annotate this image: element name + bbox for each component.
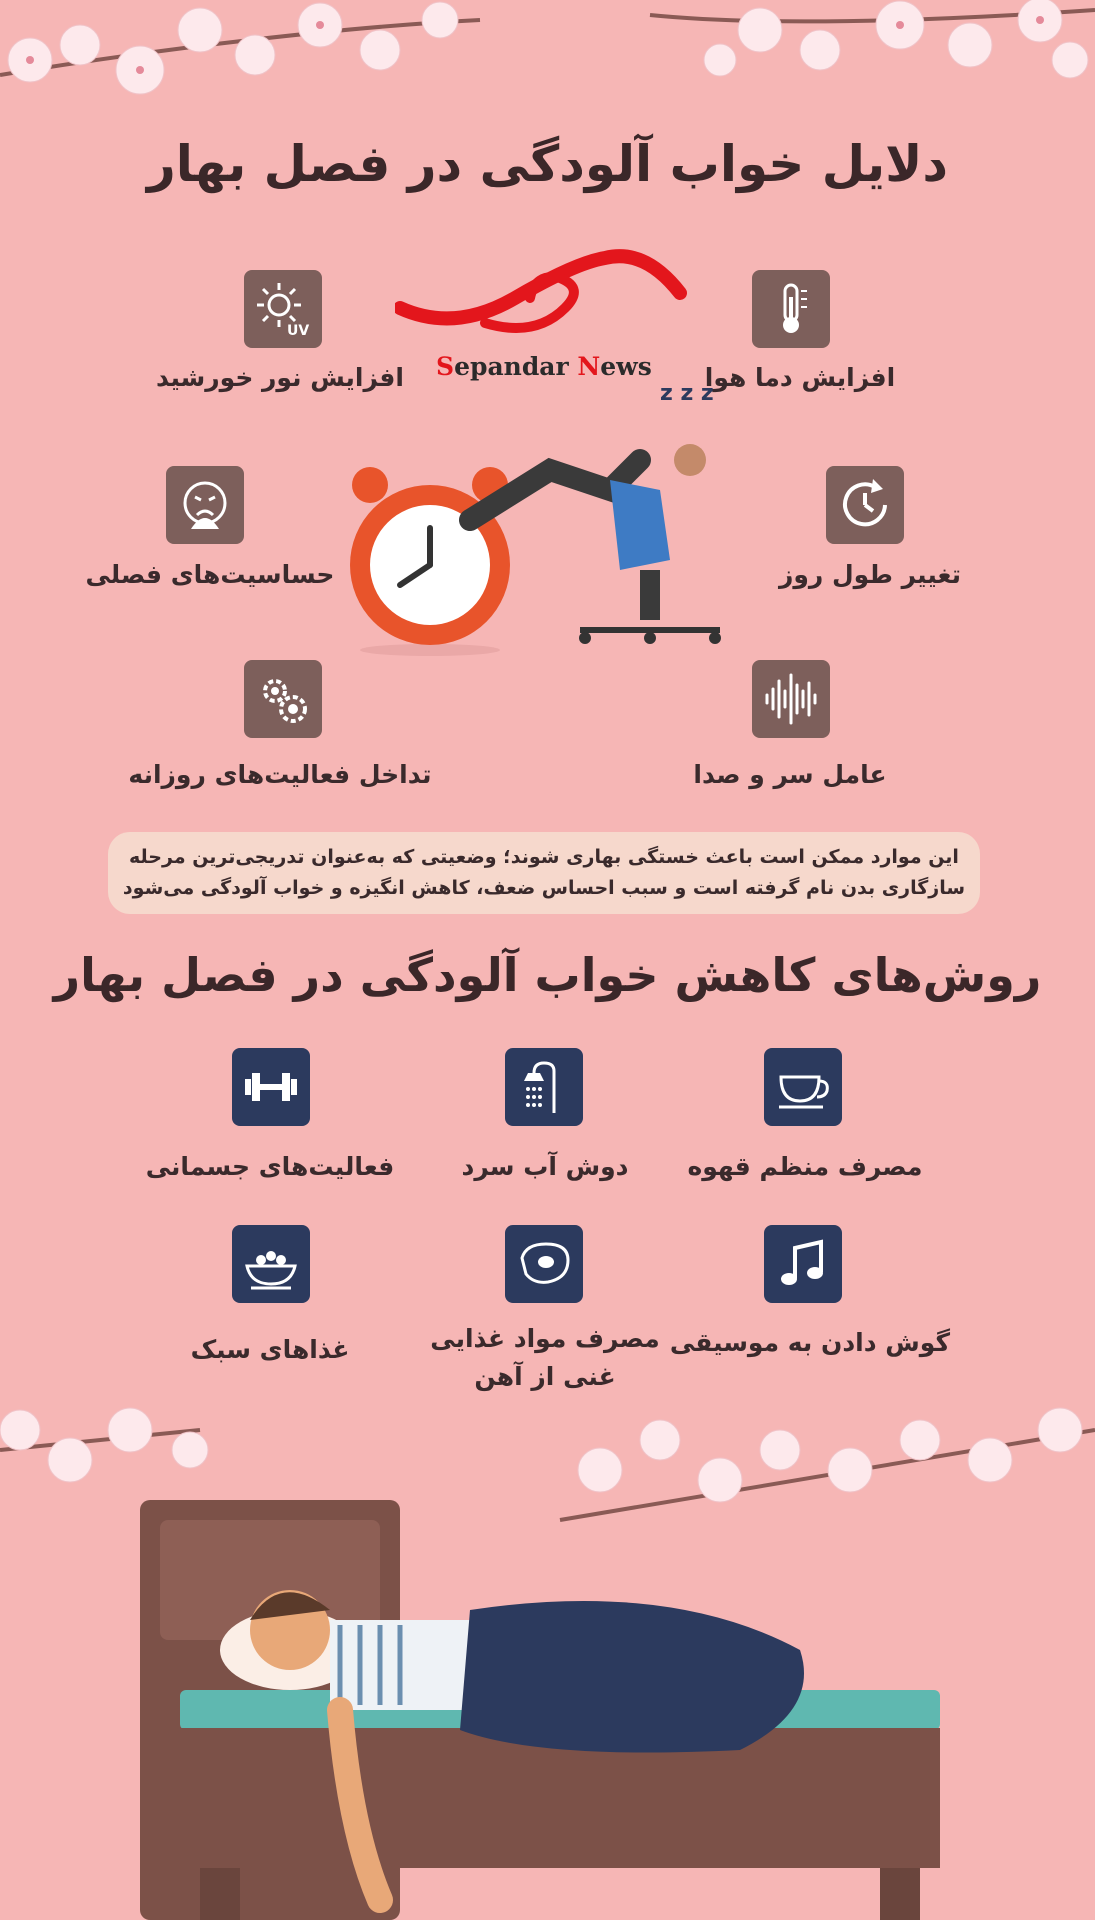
method-label-iron-food-line-1: مصرف مواد غذایی — [430, 1324, 660, 1353]
clock-rotate-icon — [826, 466, 904, 544]
coffee-cup-icon — [764, 1048, 842, 1126]
explanation-note — [108, 832, 980, 914]
method-label-shower: دوش آب سرد — [461, 1152, 629, 1181]
method-label-iron-food — [420, 1320, 670, 1396]
method-label-light-food: غذاهای سبک — [190, 1335, 350, 1364]
method-label-coffee: مصرف منظم قهوه — [687, 1152, 923, 1181]
logo-rest-2: ews — [600, 352, 652, 381]
note-line-2: سازگاری بدن نام گرفته است و سبب احساس ضعف، کاهش انگیزه و خواب آلودگی می‌شود — [122, 877, 966, 899]
cause-label-sunlight: افزایش نور خورشید — [156, 363, 404, 392]
method-label-music: گوش دادن به موسیقی — [669, 1328, 950, 1357]
dumbbell-icon — [232, 1048, 310, 1126]
salad-bowl-icon — [232, 1225, 310, 1303]
logo-initial-s: S — [436, 352, 455, 381]
cause-label-daily-activities: تداخل فعالیت‌های روزانه — [128, 760, 432, 789]
thermometer-icon — [752, 270, 830, 348]
cause-label-day-length: تغییر طول روز — [778, 560, 962, 589]
cause-label-temperature: افزایش دما هوا — [704, 363, 896, 392]
sun-uv-icon — [244, 270, 322, 348]
sepandar-logo-swirl-icon — [395, 238, 695, 348]
methods-title: روش‌های کاهش خواب آلودگی در فصل بهار — [53, 948, 1042, 1002]
sleeping-person-on-bed-illustration — [140, 1500, 970, 1920]
causes-title: دلایل خواب آلودگی در فصل بهار — [146, 135, 949, 193]
cherry-blossom-top-decoration — [0, 0, 1095, 130]
gears-icon — [244, 660, 322, 738]
sepandar-logo-text — [436, 352, 652, 381]
cause-label-noise: عامل سر و صدا — [693, 760, 887, 789]
logo-rest-1: epandar — [454, 352, 569, 381]
logo-initial-n: N — [577, 352, 601, 381]
steak-icon — [505, 1225, 583, 1303]
music-note-icon — [764, 1225, 842, 1303]
svg-text:z z z: z z z — [660, 381, 714, 406]
shower-icon — [505, 1048, 583, 1126]
sleeping-man-alarm-clock-illustration — [340, 380, 740, 660]
cause-label-allergy: حساسیت‌های فصلی — [85, 560, 335, 589]
sneeze-face-icon — [166, 466, 244, 544]
svg-text:UV: UV — [287, 323, 310, 339]
note-line-1: این موارد ممکن است باعث خستگی بهاری شوند؛ وضعیتی که به‌عنوان تدریجی‌ترین مرحله — [129, 846, 959, 868]
method-label-iron-food-line-2: غنی از آهن — [474, 1362, 616, 1391]
method-label-exercise: فعالیت‌های جسمانی — [145, 1152, 395, 1181]
sound-wave-icon — [752, 660, 830, 738]
